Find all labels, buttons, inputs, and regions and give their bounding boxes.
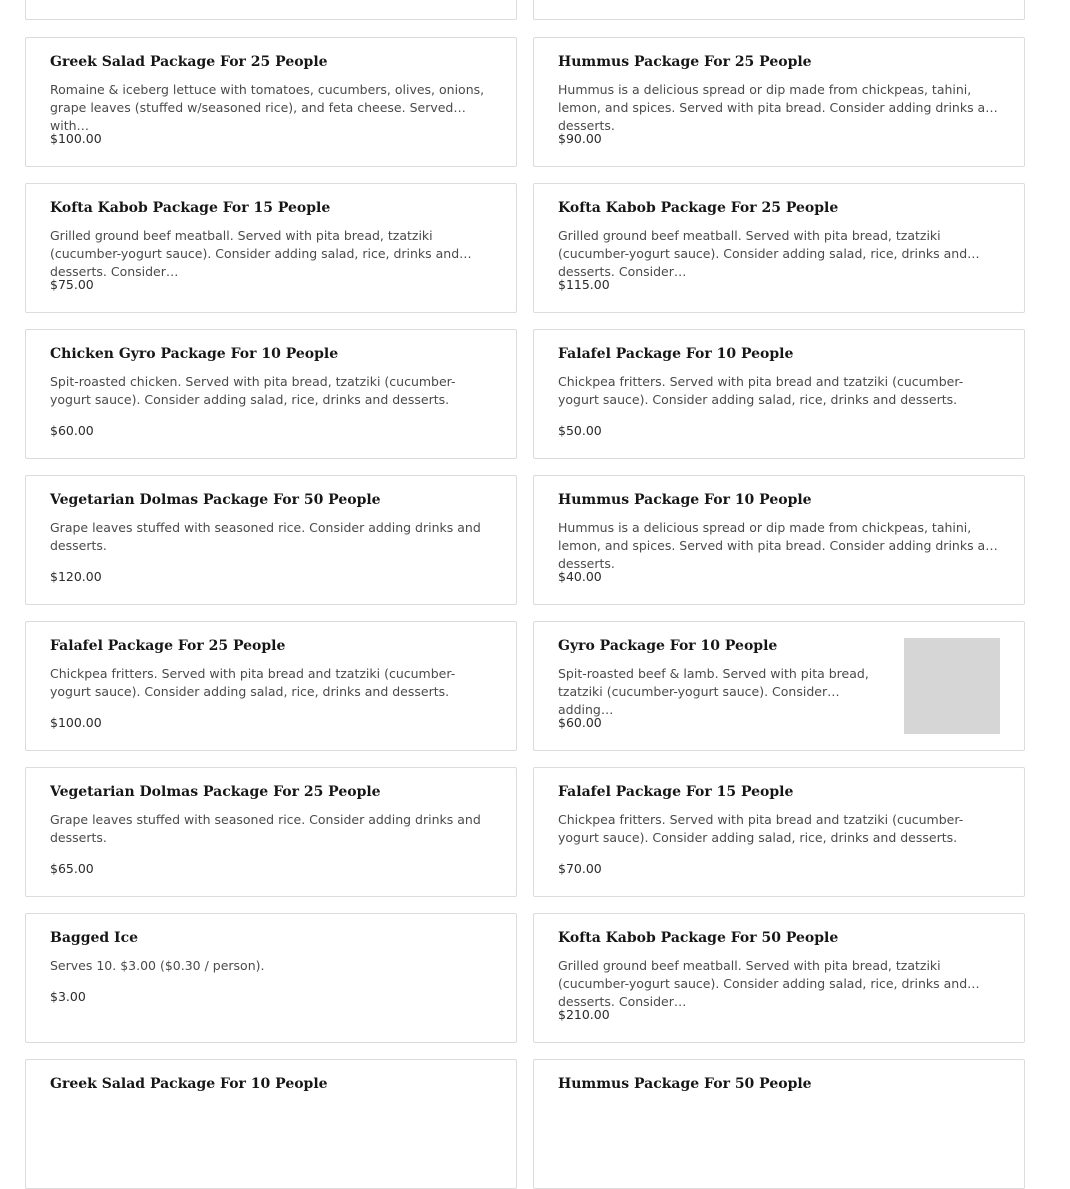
menu-item-description: Grape leaves stuffed with seasoned rice. Consider adding drinks and desserts. — [50, 520, 481, 553]
menu-item-price: $40.00 — [558, 569, 602, 584]
menu-item-description: Serves 10. $3.00 ($0.30 / person). — [50, 958, 265, 973]
menu-item-title: Gyro Package For 10 People — [558, 638, 778, 654]
menu-item-card[interactable] — [25, 767, 517, 897]
menu-item-card[interactable] — [25, 329, 517, 459]
menu-item-description: Grilled ground beef meatball. Served with pita bread, tzatziki (cucumber-yogurt sauce). Consider adding salad, rice, drinks and desserts. Consider… — [558, 958, 968, 1009]
menu-item-price: $115.00 — [558, 277, 610, 292]
menu-item-price: $100.00 — [50, 715, 102, 730]
menu-item-description: Grilled ground beef meatball. Served with pita bread, tzatziki (cucumber-yogurt sauce). Consider adding salad, rice, drinks and desserts. Consider… — [558, 228, 968, 279]
menu-item-price: $100.00 — [50, 131, 102, 146]
menu-item-card[interactable] — [25, 1059, 517, 1189]
menu-item-title: Hummus Package For 50 People — [558, 1076, 812, 1092]
menu-item-card[interactable] — [533, 329, 1025, 459]
menu-item-description: Chickpea fritters. Served with pita bread and tzatziki (cucumber-yogurt sauce). Consider adding salad, rice, drinks and desserts. — [558, 812, 964, 845]
menu-item-card[interactable] — [25, 913, 517, 1043]
menu-item-price: $120.00 — [50, 569, 102, 584]
menu-item-title: Falafel Package For 10 People — [558, 346, 794, 362]
menu-item-price: $50.00 — [558, 423, 602, 438]
menu-item-description: Hummus is a delicious spread or dip made from chickpeas, tahini, lemon, and spices. Served with pita bread. Consider adding drinks and desserts. — [558, 520, 1002, 571]
menu-item-title: Bagged Ice — [50, 930, 139, 946]
menu-item-description: Grape leaves stuffed with seasoned rice. Consider adding drinks and desserts. — [50, 812, 481, 845]
menu-item-description: Grilled ground beef meatball. Served with pita bread, tzatziki (cucumber-yogurt sauce). Consider adding salad, rice, drinks and desserts. Consider… — [50, 228, 460, 279]
menu-item-title: Kofta Kabob Package For 50 People — [558, 930, 839, 946]
menu-item-price: $60.00 — [50, 423, 94, 438]
menu-item-card[interactable] — [533, 1059, 1025, 1189]
menu-item-description: Romaine & iceberg lettuce with tomatoes, cucumbers, olives, onions, grape leaves (stuffed w/seasoned rice), and feta cheese. Served with… — [50, 82, 485, 133]
menu-item-price: $60.00 — [558, 715, 602, 730]
menu-item-price: $210.00 — [558, 1007, 610, 1022]
menu-item-description: Spit-roasted chicken. Served with pita bread, tzatziki (cucumber-yogurt sauce). Consider adding salad, rice, drinks and desserts. — [50, 374, 456, 407]
menu-item-card[interactable] — [25, 475, 517, 605]
menu-item-price: $75.00 — [50, 277, 94, 292]
menu-item-card[interactable] — [25, 37, 517, 167]
menu-item-card[interactable] — [533, 475, 1025, 605]
menu-item-card[interactable] — [533, 913, 1025, 1043]
menu-item-title: Greek Salad Package For 25 People — [50, 54, 328, 70]
menu-item-card[interactable] — [25, 621, 517, 751]
menu-item-card[interactable] — [25, 0, 517, 20]
menu-item-price: $70.00 — [558, 861, 602, 876]
menu-item-card[interactable] — [533, 0, 1025, 20]
menu-item-title: Hummus Package For 25 People — [558, 54, 812, 70]
menu-item-title: Vegetarian Dolmas Package For 25 People — [50, 784, 381, 800]
menu-item-card[interactable] — [25, 183, 517, 313]
menu-item-description: Spit-roasted beef & lamb. Served with pita bread, tzatziki (cucumber-yogurt sauce). Consider adding… — [558, 666, 869, 717]
menu-item-card[interactable] — [533, 621, 1025, 751]
menu-item-title: Falafel Package For 25 People — [50, 638, 286, 654]
menu-item-card[interactable] — [533, 767, 1025, 897]
menu-item-price: $3.00 — [50, 989, 86, 1004]
menu-item-title: Vegetarian Dolmas Package For 50 People — [50, 492, 381, 508]
menu-item-title: Hummus Package For 10 People — [558, 492, 812, 508]
menu-item-description: Hummus is a delicious spread or dip made from chickpeas, tahini, lemon, and spices. Served with pita bread. Consider adding drinks and desserts. — [558, 82, 1002, 133]
menu-item-price: $90.00 — [558, 131, 602, 146]
menu-item-price: $65.00 — [50, 861, 94, 876]
menu-item-description: Chickpea fritters. Served with pita bread and tzatziki (cucumber-yogurt sauce). Consider adding salad, rice, drinks and desserts. — [558, 374, 964, 407]
menu-item-description: Chickpea fritters. Served with pita bread and tzatziki (cucumber-yogurt sauce). Consider adding salad, rice, drinks and desserts. — [50, 666, 456, 699]
menu-item-thumbnail — [904, 638, 1000, 734]
menu-item-title: Kofta Kabob Package For 15 People — [50, 200, 331, 216]
menu-item-title: Greek Salad Package For 10 People — [50, 1076, 328, 1092]
menu-item-card[interactable] — [533, 183, 1025, 313]
menu-item-card[interactable] — [533, 37, 1025, 167]
menu-item-title: Chicken Gyro Package For 10 People — [50, 346, 339, 362]
menu-item-title: Falafel Package For 15 People — [558, 784, 794, 800]
menu-item-title: Kofta Kabob Package For 25 People — [558, 200, 839, 216]
